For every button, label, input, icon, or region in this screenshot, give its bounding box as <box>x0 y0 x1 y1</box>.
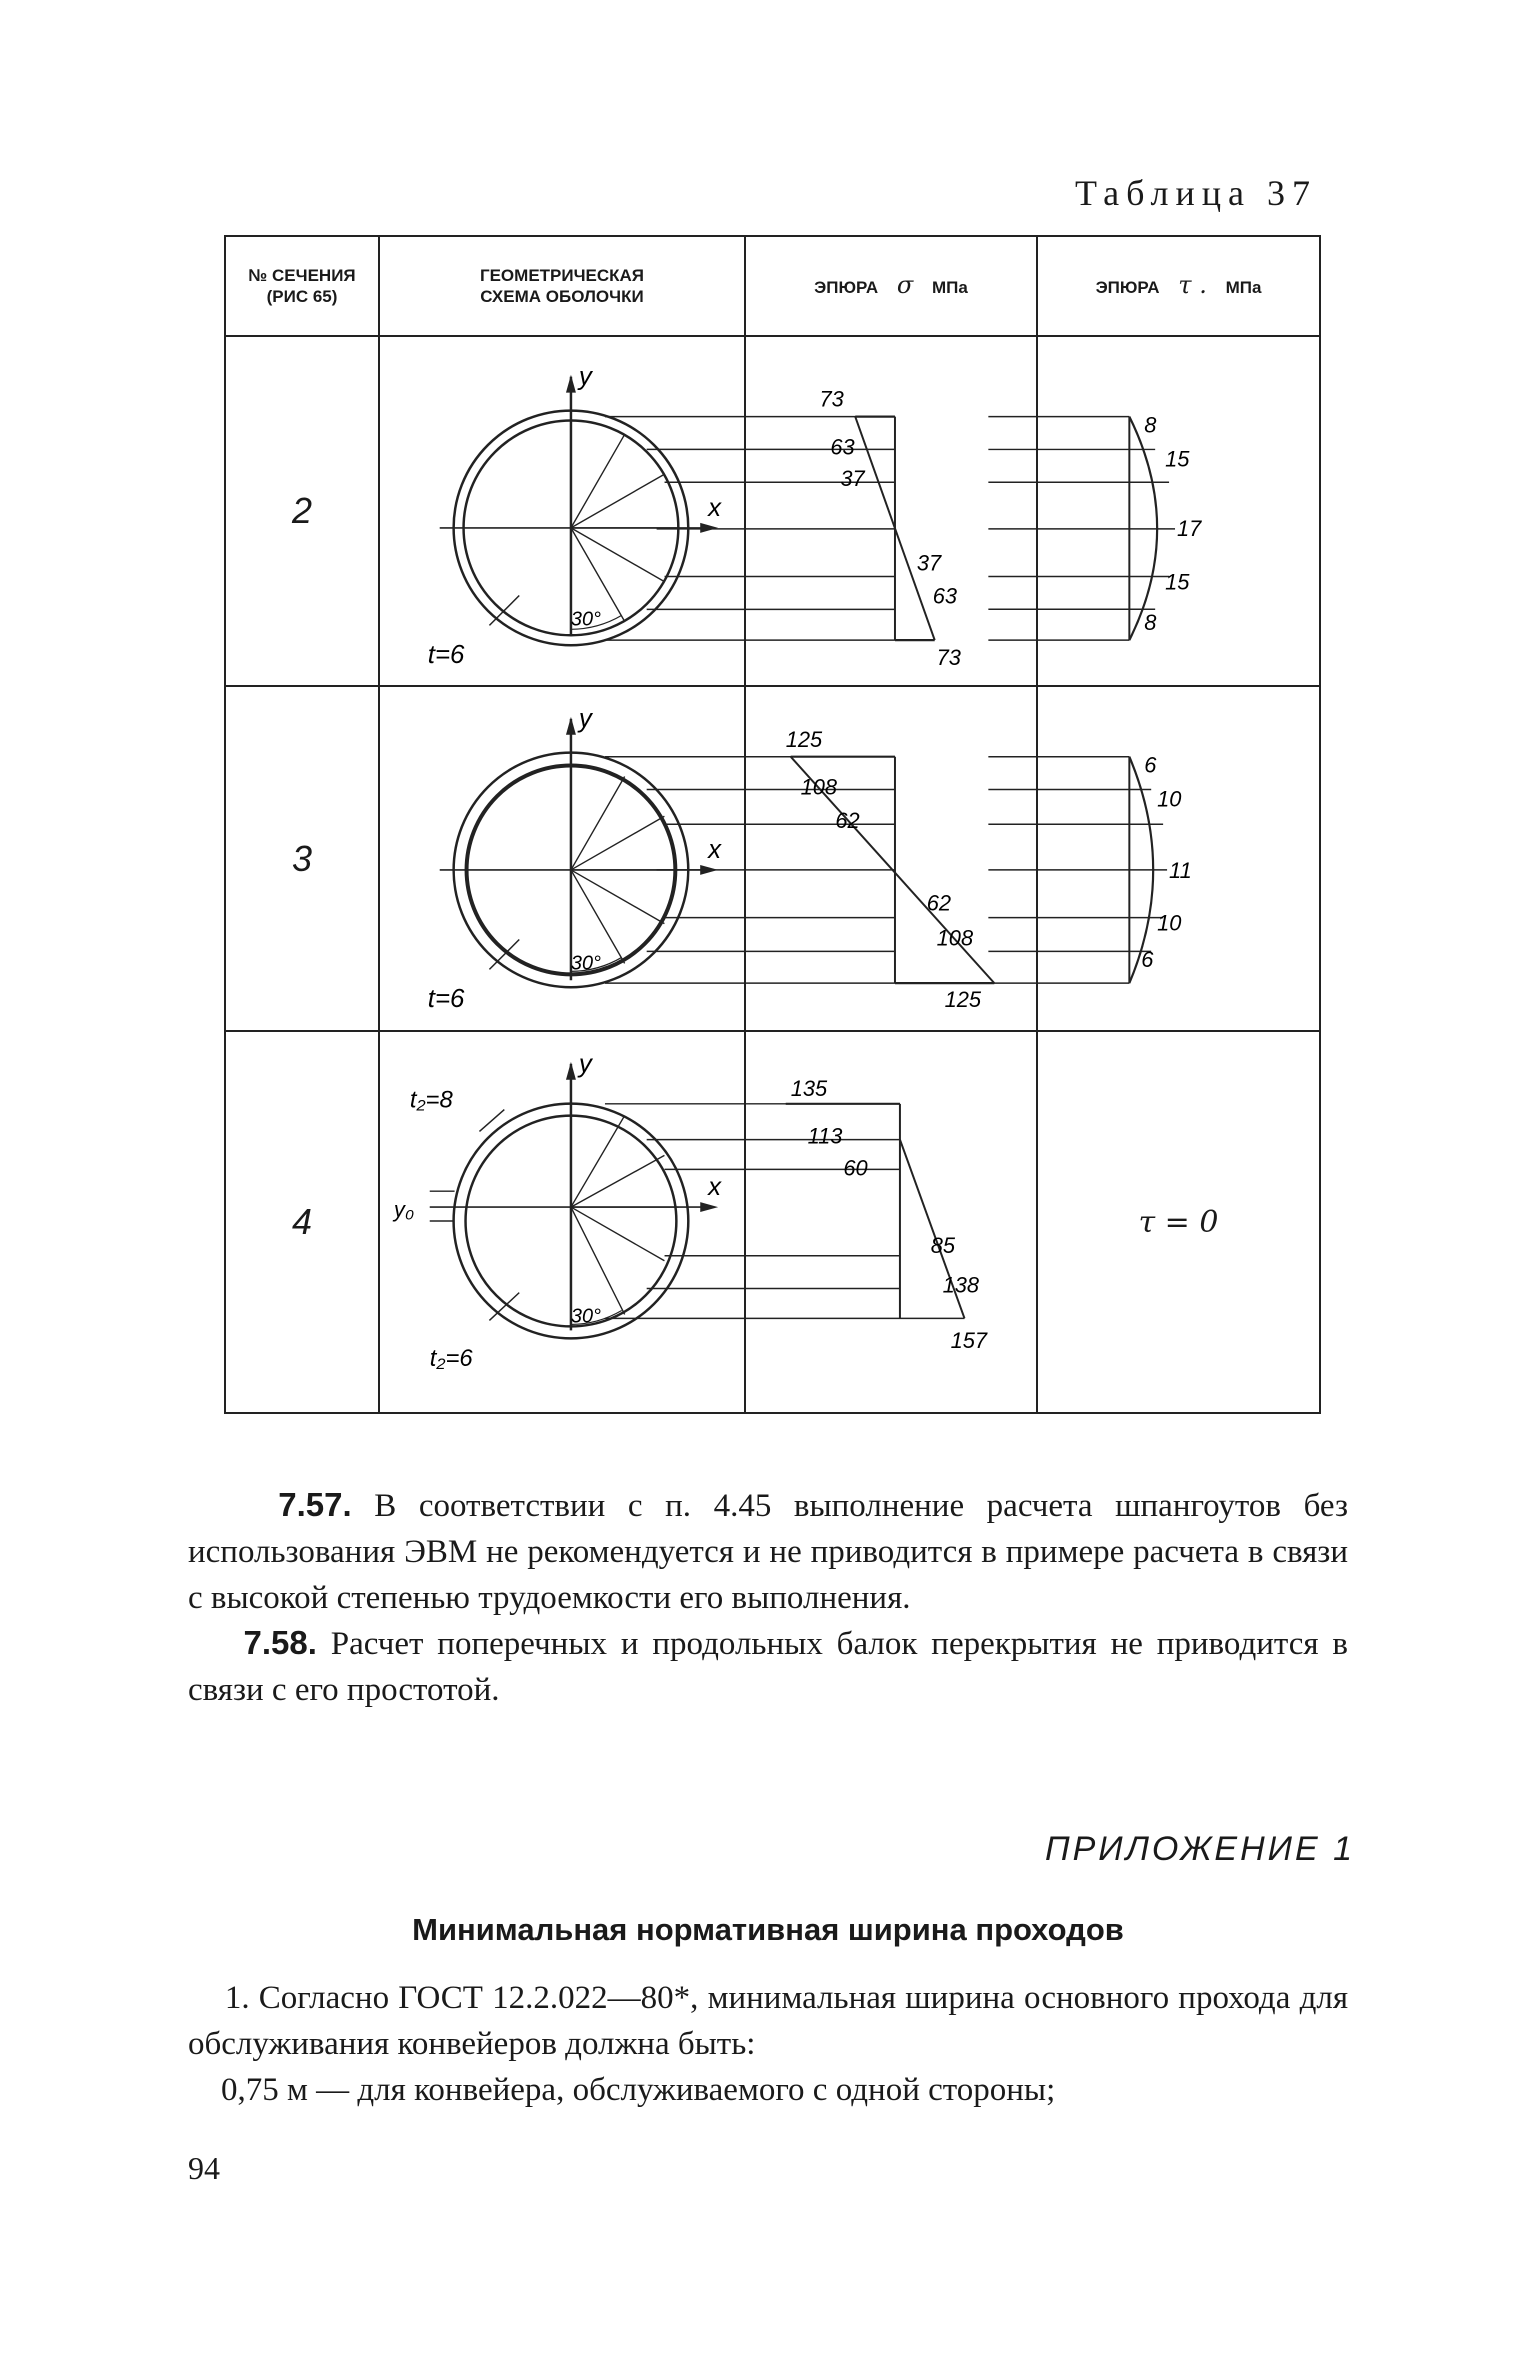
section-number: 4 <box>225 1031 379 1413</box>
sigma-diagram <box>746 1032 1036 1412</box>
x-arrow-icon <box>700 523 718 533</box>
paragraph-number: 7.58. <box>243 1624 317 1661</box>
table-title: Таблица 37 <box>1075 173 1317 213</box>
sigma-diagram-cell <box>745 1031 1037 1413</box>
appendix-item-text: 1. Согласно ГОСТ 12.2.022—80*, минимальная ширина основного прохода для обслуживания конвейеров должна быть: <box>188 1980 1349 2062</box>
table-row <box>225 686 1320 1031</box>
tau-value: 8 <box>1144 412 1157 438</box>
paragraph-text: В соответствии с п. 4.45 выполнение расчета шпангоутов без использования ЭВМ не рекомендуется и не приводится в примере расчета в связи с высокой степенью трудоемкости его выполнения. <box>188 1488 1349 1616</box>
sigma-value: 125 <box>785 726 823 752</box>
axis-x-label: x <box>708 836 722 865</box>
sigma-value: 37 <box>916 550 942 576</box>
sigma-diagram-cell <box>745 686 1037 1031</box>
shell-scheme-cell <box>379 1031 745 1413</box>
shell-scheme-diagram <box>380 337 744 685</box>
tau-diagram-cell <box>1037 686 1320 1031</box>
paragraph-number: 7.57. <box>278 1486 352 1523</box>
tau-diagram-cell <box>1037 336 1320 686</box>
sigma-value: 108 <box>936 925 974 951</box>
header-sigma-unit: МПа <box>931 277 968 297</box>
tau-value: 15 <box>1165 569 1190 595</box>
tau-value: 10 <box>1157 786 1182 812</box>
offset-label: y₀ <box>393 1197 415 1223</box>
header-tau-symbol: τ . <box>1178 270 1207 299</box>
header-section-line2: (РИС 65) <box>266 287 338 306</box>
tau-value: 17 <box>1177 515 1202 541</box>
sigma-value: 135 <box>790 1075 828 1101</box>
header-sigma-label: ЭПЮРА <box>814 277 879 297</box>
sigma-value: 60 <box>843 1155 868 1181</box>
sigma-value: 62 <box>926 890 952 916</box>
thickness-bottom-label: t₂=6 <box>429 1345 473 1373</box>
paragraph-text: Расчет поперечных и продольных балок перекрытия не приводится в связи с его простотой. <box>188 1626 1349 1708</box>
axis-y-label: y <box>578 704 592 733</box>
y-arrow-icon <box>566 1062 576 1080</box>
angle-label: 30° <box>570 608 602 631</box>
angle-label: 30° <box>570 1305 602 1328</box>
header-sigma-symbol: σ <box>896 270 914 299</box>
sigma-value: 62 <box>835 808 860 834</box>
header-tau <box>1037 236 1320 336</box>
shell-scheme-diagram <box>380 687 744 1030</box>
thickness-label: t=6 <box>427 985 465 1014</box>
header-scheme <box>379 236 745 336</box>
tau-value: 6 <box>1144 752 1157 778</box>
tau-value: 8 <box>1144 610 1157 636</box>
x-arrow-icon <box>700 1202 718 1212</box>
table-header-row <box>225 236 1320 336</box>
header-sigma <box>745 236 1037 336</box>
page-number: 94 <box>188 2150 220 2186</box>
section-number: 3 <box>225 686 379 1031</box>
shell-scheme-cell <box>379 336 745 686</box>
paragraph-7-57 <box>188 1482 1348 1621</box>
tau-diagram <box>1038 687 1319 1030</box>
appendix-item-2 <box>188 2067 1348 2113</box>
sigma-value: 138 <box>942 1272 980 1298</box>
header-section <box>225 236 379 336</box>
tau-value: 10 <box>1157 910 1182 936</box>
appendix-item-text: 0,75 м — для конвейера, обслуживаемого с одной стороны; <box>221 2072 1056 2108</box>
appendix-title: Минимальная нормативная ширина проходов <box>412 1912 1124 1947</box>
header-scheme-line2: СХЕМА ОБОЛОЧКИ <box>480 287 644 306</box>
header-tau-label: ЭПЮРА <box>1095 277 1160 297</box>
tau-zero-cell: τ = 0 <box>1037 1031 1320 1413</box>
sigma-value: 108 <box>800 774 838 800</box>
shell-scheme-diagram <box>380 1032 744 1412</box>
table-37 <box>224 235 1321 1414</box>
sigma-value: 73 <box>819 386 844 412</box>
shell-scheme-cell <box>379 686 745 1031</box>
sigma-diagram <box>746 687 1036 1030</box>
thickness-top-label: t₂=8 <box>409 1086 453 1114</box>
header-tau-unit: МПа <box>1225 277 1262 297</box>
axis-x-label: x <box>708 493 722 522</box>
tau-value: 6 <box>1141 947 1154 973</box>
axis-y-label: y <box>578 1049 592 1078</box>
tau-diagram <box>1038 337 1319 685</box>
sigma-diagram <box>746 337 1036 685</box>
table-row <box>225 1031 1320 1413</box>
sigma-value: 63 <box>932 583 957 609</box>
header-section-line1: № СЕЧЕНИЯ <box>248 266 356 285</box>
sigma-value: 85 <box>930 1232 956 1258</box>
section-number: 2 <box>225 336 379 686</box>
angle-label: 30° <box>570 952 602 975</box>
sigma-diagram-cell <box>745 336 1037 686</box>
table-row <box>225 336 1320 686</box>
thickness-label: t=6 <box>427 641 465 670</box>
sigma-value: 73 <box>936 644 961 670</box>
sigma-value: 113 <box>807 1123 843 1149</box>
appendix-label: ПРИЛОЖЕНИЕ 1 <box>1044 1830 1355 1868</box>
sigma-value: 125 <box>944 986 982 1012</box>
header-scheme-line1: ГЕОМЕТРИЧЕСКАЯ <box>479 266 645 285</box>
tau-value: 11 <box>1169 857 1192 883</box>
sigma-value: 63 <box>830 434 855 460</box>
y-arrow-icon <box>566 375 576 393</box>
sigma-value: 37 <box>840 466 865 492</box>
y-arrow-icon <box>566 717 576 735</box>
sigma-value: 157 <box>950 1328 988 1354</box>
appendix-item-1 <box>188 1975 1348 2067</box>
axis-x-label: x <box>708 1173 722 1202</box>
paragraph-7-58 <box>188 1620 1348 1713</box>
tau-value: 15 <box>1165 446 1190 472</box>
axis-y-label: y <box>578 362 592 391</box>
